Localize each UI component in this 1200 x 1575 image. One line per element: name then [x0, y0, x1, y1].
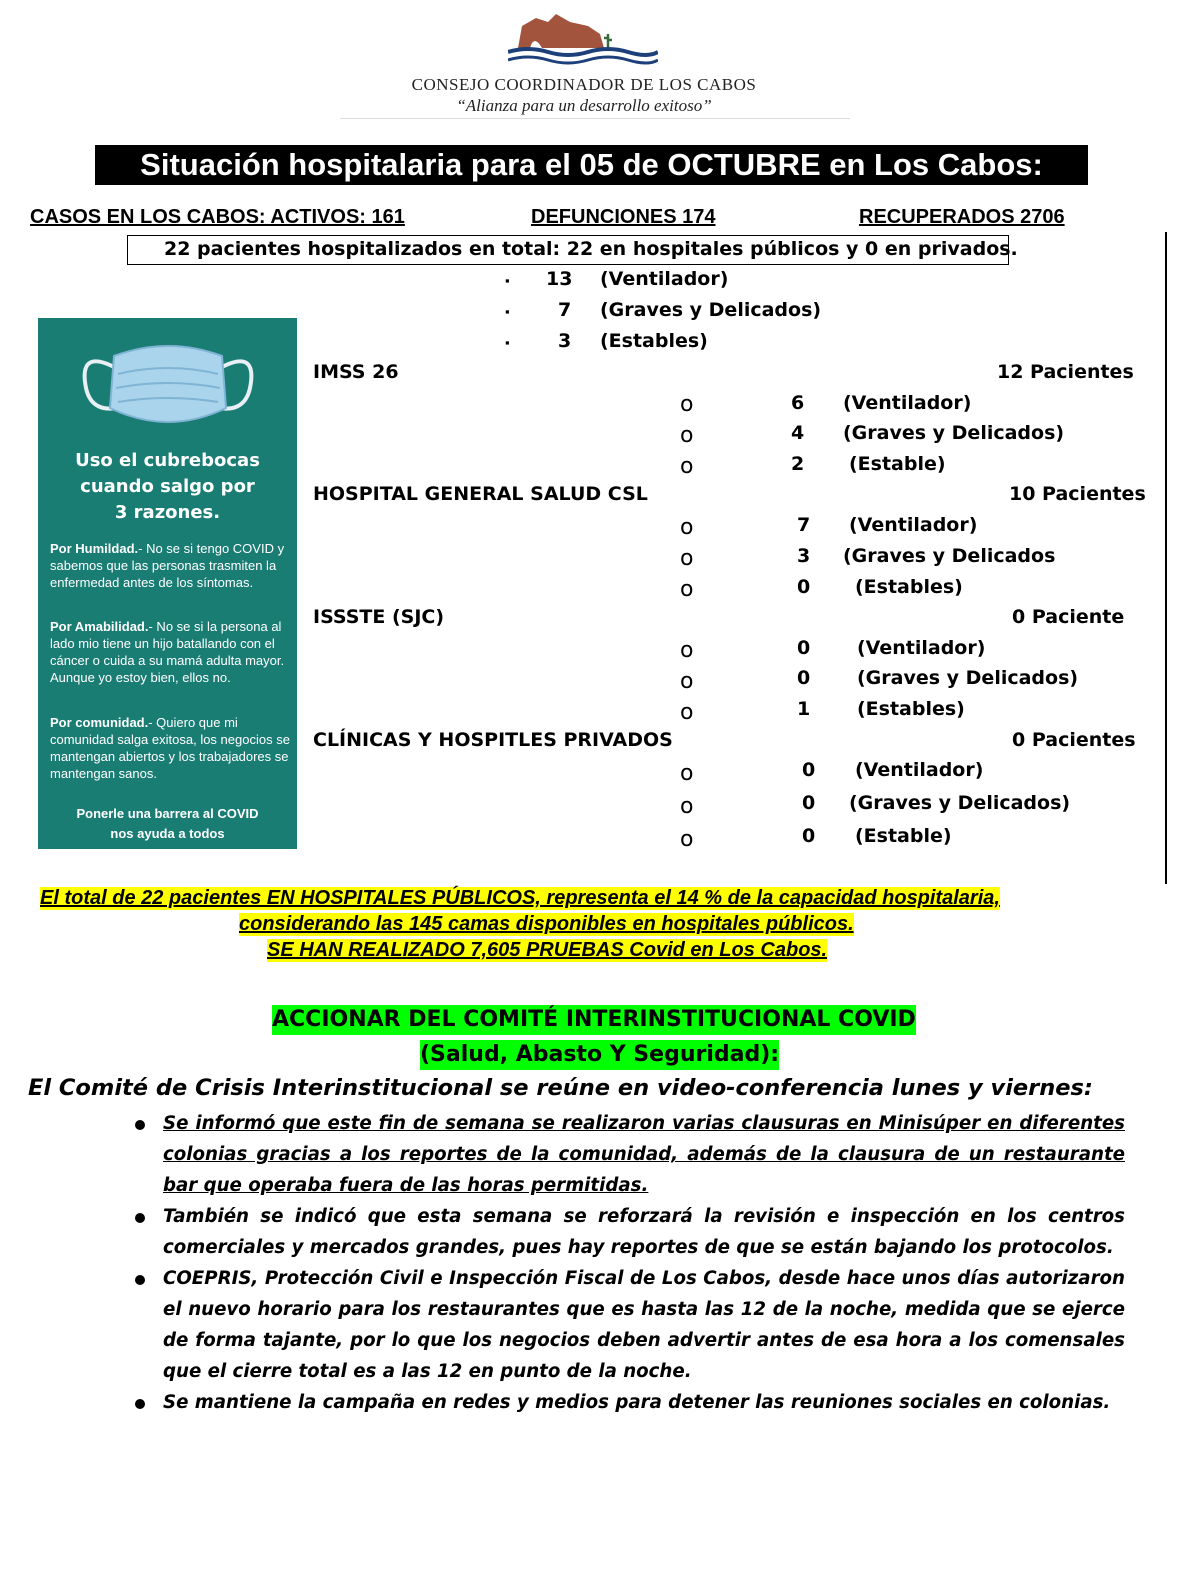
circle-bullet-icon: o: [680, 423, 694, 448]
row-label: (Ventilador): [849, 514, 978, 536]
hospital-patients: 12 Pacientes: [997, 361, 1134, 383]
bullet-icon: [135, 1275, 145, 1285]
row-label: (Ventilador): [857, 637, 986, 659]
hospital-name: HOSPITAL GENERAL SALUD CSL: [313, 483, 648, 505]
recovered: RECUPERADOS 2706: [859, 206, 1065, 228]
organization-name: CONSEJO COORDINADOR DE LOS CABOS: [411, 75, 757, 94]
circle-bullet-icon: o: [680, 794, 694, 819]
row-count: 1: [797, 698, 811, 720]
bullet-icon: [135, 1213, 145, 1223]
total-critical-label: (Graves y Delicados): [600, 299, 822, 321]
row-label: (Estables): [857, 698, 965, 720]
total-stable-label: (Estables): [600, 330, 708, 352]
capacity-note-line-1: El total de 22 pacientes EN HOSPITALES PÚBLICOS, representa el 14 % de la capacidad hospitalaria,: [40, 887, 1000, 909]
row-count: 0: [802, 825, 816, 847]
total-stable-count: 3: [558, 330, 572, 352]
row-label: (Estable): [849, 453, 946, 475]
row-label: (Graves y Delicados): [843, 422, 1065, 444]
row-count: 3: [797, 545, 811, 567]
poster-heading: Uso el cubrebocas cuando salgo por 3 razones.: [75, 450, 260, 523]
row-count: 2: [791, 453, 805, 475]
poster-reason-community: Por comunidad.- Quiero que mi comunidad salga exitosa, los negocios se mantengan abiertos y los trabajadores se mantengan sanos.: [50, 715, 290, 781]
face-mask-icon: [78, 328, 258, 438]
council-logo: [508, 8, 658, 70]
bullet-icon: [135, 1120, 145, 1130]
square-bullet-icon: ▪: [505, 304, 510, 319]
row-count: 0: [802, 792, 816, 814]
action-item: COEPRIS, Protección Civil e Inspección Fiscal de Los Cabos, desde hace unos días autorizaron el nuevo horario para los restaurantes que es hasta las 12 de la noche, medida que se ejerce de forma tajante, por lo que los negocios deben advertir antes de esa hora a los comensales que el cierre total es a las 12 en punto de la noche.: [163, 1268, 1125, 1382]
total-ventilator-label: (Ventilador): [600, 268, 729, 290]
row-label: (Estable): [855, 825, 952, 847]
header-divider: [340, 118, 850, 119]
circle-bullet-icon: o: [680, 454, 694, 479]
poster-footer: Ponerle una barrera al COVID nos ayuda a todos: [76, 806, 259, 841]
bullet-icon: [135, 1399, 145, 1409]
committee-meeting-note: El Comité de Crisis Interinstitucional se reúne en video-conferencia lunes y viernes:: [28, 1075, 1093, 1101]
row-label: (Ventilador): [843, 392, 972, 414]
row-count: 0: [802, 759, 816, 781]
circle-bullet-icon: o: [680, 669, 694, 694]
organization-slogan: “Alianza para un desarrollo exitoso”: [456, 96, 712, 115]
deaths: DEFUNCIONES 174: [531, 206, 716, 228]
square-bullet-icon: ▪: [505, 273, 510, 288]
row-count: 0: [797, 637, 811, 659]
right-border: [1165, 232, 1167, 884]
tests-note: SE HAN REALIZADO 7,605 PRUEBAS Covid en Los Cabos.: [267, 939, 828, 961]
hospital-patients: 0 Paciente: [1012, 606, 1125, 628]
row-count: 0: [797, 576, 811, 598]
circle-bullet-icon: o: [680, 515, 694, 540]
mask-poster: [38, 318, 297, 849]
page-title: Situación hospitalaria para el 05 de OCTUBRE en Los Cabos:: [95, 145, 1088, 185]
circle-bullet-icon: o: [680, 700, 694, 725]
hospital-name: ISSSTE (SJC): [313, 606, 445, 628]
hospital-name: IMSS 26: [313, 361, 399, 383]
row-count: 6: [791, 392, 805, 414]
action-item: Se mantiene la campaña en redes y medios para detener las reuniones sociales en colonias.: [163, 1392, 1111, 1413]
circle-bullet-icon: o: [680, 827, 694, 852]
action-item: También se indicó que esta semana se reforzará la revisión e inspección en los centros comerciales y mercados grandes, pues hay reportes de que se están bajando los protocolos.: [163, 1206, 1125, 1258]
row-label: (Ventilador): [855, 759, 984, 781]
circle-bullet-icon: o: [680, 392, 694, 417]
committee-title: ACCIONAR DEL COMITÉ INTERINSTITUCIONAL COVID: [272, 1005, 916, 1035]
total-ventilator-count: 13: [546, 268, 573, 290]
circle-bullet-icon: o: [680, 546, 694, 571]
committee-subtitle: (Salud, Abasto Y Seguridad):: [420, 1040, 779, 1070]
circle-bullet-icon: o: [680, 761, 694, 786]
row-count: 0: [797, 667, 811, 689]
action-item: Se informó que este fin de semana se realizaron varias clausuras en Minisúper en diferentes colonias gracias a los reportes de la comunidad, además de la clausura de un restaurante bar que operaba fuera de las horas permitidas.: [163, 1113, 1125, 1196]
poster-reason-humility: Por Humildad.- No se si tengo COVID y sabemos que las personas trasmiten la enfermedad antes de los síntomas.: [50, 541, 285, 590]
hospitalized-summary: 22 pacientes hospitalizados en total: 22 en hospitales públicos y 0 en privados.: [127, 235, 1009, 265]
row-label: (Graves y Delicados): [857, 667, 1079, 689]
row-count: 7: [797, 514, 811, 536]
hospital-patients: 0 Pacientes: [1012, 729, 1136, 751]
circle-bullet-icon: o: [680, 638, 694, 663]
hospital-patients: 10 Pacientes: [1009, 483, 1146, 505]
square-bullet-icon: ▪: [505, 335, 510, 350]
poster-reason-kindness: Por Amabilidad.- No se si la persona al lado mio tiene un hijo batallando con el cáncer o cuida a su mamá adulta mayor. Aunque yo estoy bien, ellos no.: [50, 619, 285, 685]
circle-bullet-icon: o: [680, 577, 694, 602]
row-label: (Graves y Delicados: [843, 545, 1056, 567]
row-label: (Graves y Delicados): [849, 792, 1071, 814]
total-critical-count: 7: [558, 299, 572, 321]
row-count: 4: [791, 422, 805, 444]
row-label: (Estables): [855, 576, 963, 598]
hospital-name: CLÍNICAS Y HOSPITLES PRIVADOS: [313, 729, 673, 751]
active-cases: CASOS EN LOS CABOS: ACTIVOS: 161: [30, 206, 405, 228]
capacity-note-line-2: considerando las 145 camas disponibles en hospitales públicos.: [239, 913, 854, 935]
